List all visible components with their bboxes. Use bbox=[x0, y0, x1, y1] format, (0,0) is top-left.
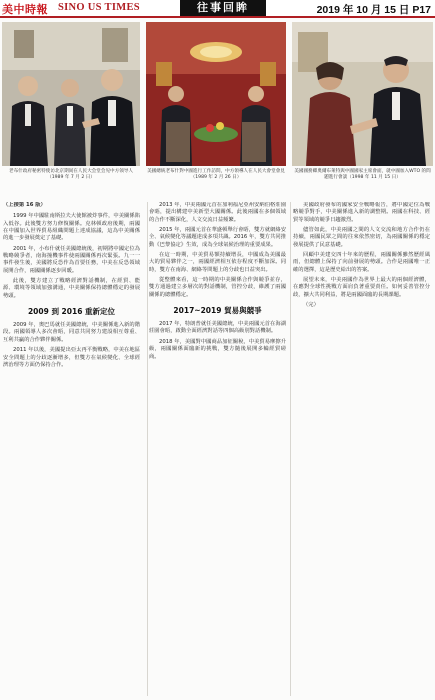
article-paragraph: 美國政府發布的國家安全戰略報告，將中國定位為戰略競爭對手，中美關係進入新的調整期。兩國在科技、經貿等領域的競爭日趨激烈。 bbox=[293, 202, 430, 223]
article-paragraph: 展望未來，中美兩國作為世界上最大的兩個經濟體，在應對全球性挑戰方面肩負著重要責任。如何妥善管控分歧，擴大共同利益，將是兩國面臨的長期課題。 bbox=[293, 277, 430, 298]
masthead bbox=[0, 0, 435, 18]
logo-chinese: 美中時報 bbox=[2, 3, 48, 16]
article-continued-note: （上接第 16 版） bbox=[3, 202, 46, 208]
article-column-3 bbox=[293, 202, 430, 696]
photo-block-3 bbox=[292, 22, 433, 190]
column-divider bbox=[147, 202, 148, 696]
article-paragraph: 2015 年，兩國元首在華盛頓舉行會晤，雙方就網絡安全、氣候變化等議題達成多項共識。2016 年，雙方共同推動《巴黎協定》生效，成為全球氣候治理的重要成果。 bbox=[149, 227, 286, 248]
article-paragraph: 2018 年，美國對中國商品加征關稅，中美貿易摩擦升級，兩國關係面臨新的挑戰，雙方隨後展開多輪經貿磋商。 bbox=[149, 338, 286, 360]
logo-english: SINO US TIMES bbox=[58, 2, 140, 13]
article-paragraph: 此後，雙方建立了戰略經濟對話機制，在經貿、能源、環境等領域加強溝通，中美關係保持總體穩定的發展勢頭。 bbox=[3, 278, 140, 299]
article-body bbox=[3, 202, 432, 696]
article-paragraph: 在這一時期，中美貿易額持續增長，中國成為美國最大的貿易夥伴之一，兩國經濟相互依存程度不斷加深。同時，雙方在南海、網絡等問題上的分歧也日益突出。 bbox=[149, 252, 286, 273]
photo-block-2 bbox=[146, 22, 286, 190]
article-column-2 bbox=[149, 202, 286, 696]
section-subheading: 2009 到 2016 重新定位 bbox=[27, 307, 116, 317]
photo-handshake-diplomats bbox=[292, 22, 433, 166]
article-paragraph: 回顧中美建交四十年來的歷程，兩國關係雖然歷經風雨，但總體上保持了向前發展的勢頭。合作是兩國唯一正確的選擇，這是歷史給出的答案。 bbox=[293, 252, 430, 273]
article-end-note: （完） bbox=[303, 302, 319, 309]
photo-block-1 bbox=[2, 22, 140, 190]
photo-meeting-handshake bbox=[2, 22, 140, 166]
article-paragraph: 從整體來看，這一時期的中美關係合作與競爭並存，雙方通過建立多層次的對話機制，管控分歧，維護了兩國關係的總體穩定。 bbox=[149, 277, 286, 298]
photo-caption-3: 美國國務卿奧爾布萊特與中國國家主席會面，就中國加入WTO 的問題進行會談（1998 年 11 月 15 日） bbox=[294, 169, 431, 181]
column-divider bbox=[290, 202, 291, 696]
article-column-1 bbox=[3, 202, 140, 696]
photo-caption-1: 老布什政府秘密特使访北京期间在人民大会堂会见中方领导人（1989 年 7 月 2 日） bbox=[8, 169, 134, 181]
section-subheading: 2017~2019 貿易與競爭 bbox=[173, 306, 262, 316]
article-paragraph: 1999 年中國駐南斯拉夫大使館被炸事件，中美關係陷入低谷。此後雙方努力修復關係。克林頓政府後期，兩國在中國加入世界貿易組織問題上達成協議，這為中美關係的進一步發展奠定了基礎。 bbox=[3, 213, 140, 242]
section-title: 往事回眸 bbox=[180, 0, 266, 16]
article-paragraph: 2011 年以後，美國提出亞太再平衡戰略，中美在地區安全問題上的分歧逐漸增多，但雙方在氣候變化、全球經濟治理等方面仍保持合作。 bbox=[3, 347, 140, 368]
article-paragraph: 2001 年，小布什就任美國總統後，初期將中國定位為戰略競爭者，南海撞機事件使兩國關係再次緊張。九一一事件發生後，美國將反恐作為首要任務，中美在反恐領域展開合作，兩國關係逐步回暖。 bbox=[3, 245, 140, 274]
article-paragraph: 2017 年，特朗普就任美國總統，中美兩國元首在海湖莊園會晤，啟動全面經濟對話等四個高級別對話機制。 bbox=[149, 321, 286, 335]
article-paragraph: 2013 年，中美兩國元首在加利福尼亞州安納伯格莊園會晤，提出構建中美新型大國關係。此後兩國在多個領域的合作不斷深化，人文交流日益頻繁。 bbox=[149, 202, 286, 223]
article-paragraph: 儘管如此，中美兩國之間的人文交流和地方合作仍在持續，兩國民眾之間的往來依然密切，為兩國關係的穩定發展提供了民意基礎。 bbox=[293, 227, 430, 248]
photo-strip bbox=[0, 22, 435, 190]
dateline: 2019 年 10 月 15 日 P17 bbox=[316, 4, 431, 16]
article-paragraph: 2009 年，奧巴馬就任美國總統，中美關係進入新的階段。兩國領導人多次會晤，同意共同努力建設相互尊重、互利共贏的合作夥伴關係。 bbox=[3, 322, 140, 343]
photo-caption-2: 美國總統老布什對中國進行工作訪問，中方領導人在人民大會堂會見（1989 年 2 月 26 日） bbox=[147, 169, 285, 181]
photo-meeting-hall bbox=[146, 22, 286, 166]
